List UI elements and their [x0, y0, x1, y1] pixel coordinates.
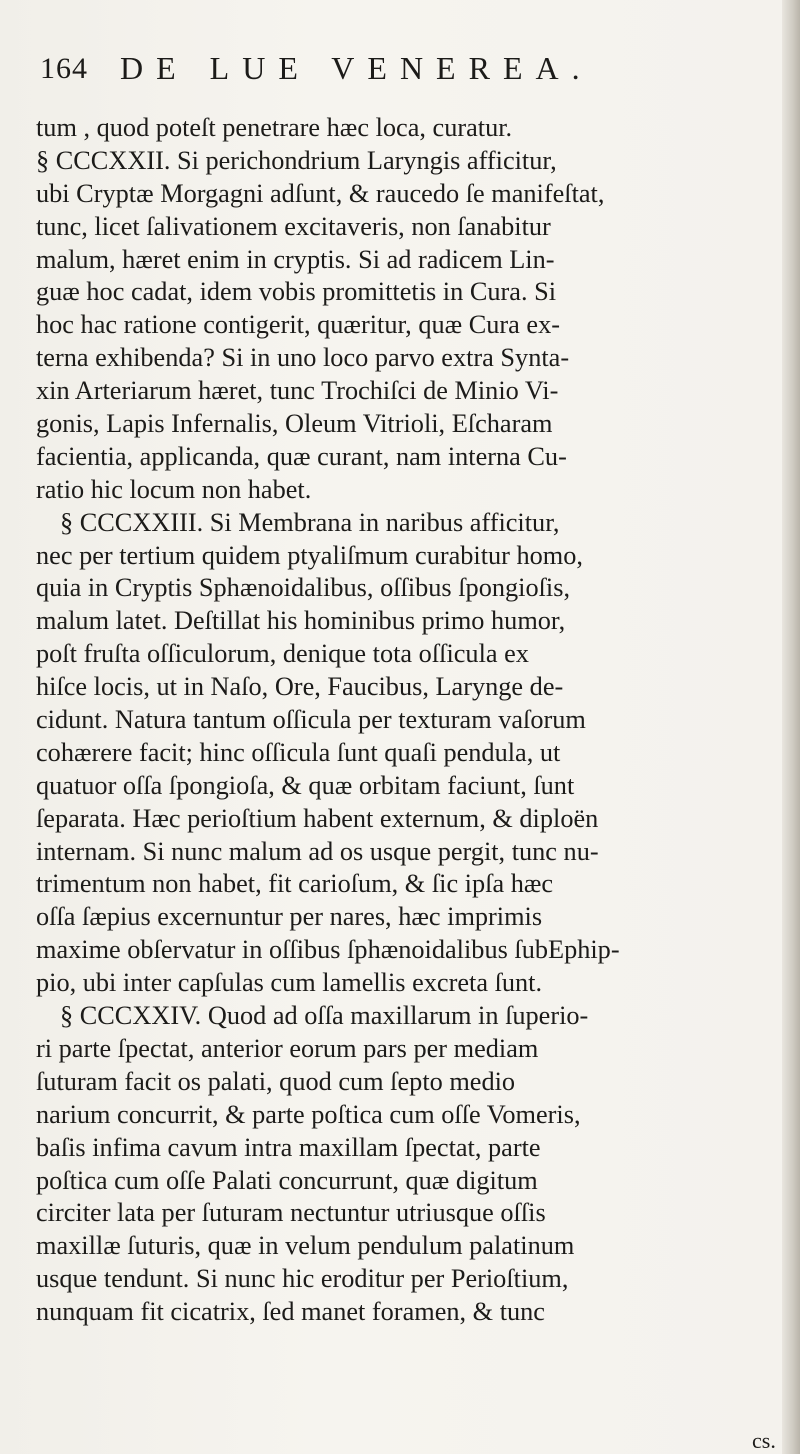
text-line: ri parte ſpectat, anterior eorum pars per mediam [36, 1033, 539, 1063]
text-line: trimentum non habet, fit carioſum, & ſic ipſa hæc [36, 869, 554, 899]
catchword: cs. [752, 1428, 776, 1453]
text-line: ubi Cryptæ Morgagni adſunt, & raucedo ſe manifeſtat, [36, 178, 605, 208]
text-line: malum, hæret enim in cryptis. Si ad radicem Lin- [36, 244, 555, 274]
text-line: tunc, licet ſalivationem excitaveris, non ſanabitur [36, 211, 551, 241]
page-header [40, 50, 730, 90]
text-line: ratio hic locum non habet. [36, 474, 312, 504]
text-line: § CCCXXIII. Si Membrana in naribus afficitur, [60, 507, 560, 537]
text-line: guæ hoc cadat, idem vobis promittetis in Cura. Si [36, 277, 557, 307]
text-line: facientia, applicanda, quæ curant, nam interna Cu- [36, 441, 567, 471]
text-line: quia in Cryptis Sphænoidalibus, oſſibus ſpongioſis, [36, 573, 571, 603]
text-line: ſuturam facit os palati, quod cum ſepto medio [36, 1066, 516, 1096]
text-line: maxime obſervatur in oſſibus ſphænoidalibus ſubEphip- [36, 935, 620, 965]
text-line: § CCCXXII. Si perichondrium Laryngis afficitur, [36, 145, 557, 175]
text-line: poſt fruſta oſſiculorum, denique tota oſſicula ex [36, 639, 529, 669]
text-line: quatuor oſſa ſpongioſa, & quæ orbitam faciunt, ſunt [36, 770, 575, 800]
text-line: internam. Si nunc malum ad os usque pergit, tunc nu- [36, 836, 599, 866]
text-line: hiſce locis, ut in Naſo, Ore, Faucibus, Larynge de- [36, 672, 564, 702]
text-line: nec per tertium quidem ptyaliſmum curabitur homo, [36, 540, 583, 570]
text-line: cohærere facit; hinc oſſicula ſunt quaſi pendula, ut [36, 737, 561, 767]
body-text [36, 112, 774, 1329]
text-line: tum , quod poteſt penetrare hæc loca, curatur. [36, 113, 513, 142]
text-line: baſis infima cavum intra maxillam ſpectat, parte [36, 1132, 541, 1162]
text-line: maxillæ ſuturis, quæ in velum pendulum palatinum [36, 1231, 575, 1261]
text-line: cidunt. Natura tantum oſſicula per texturam vaſorum [36, 705, 586, 735]
text-line: malum latet. Deſtillat his hominibus primo humor, [36, 606, 566, 636]
text-line: hoc hac ratione contigerit, quæritur, quæ Cura ex- [36, 310, 560, 340]
running-head: DE LUE VENEREA. [120, 50, 593, 86]
page-edge-shadow [782, 0, 800, 1454]
text-line: pio, ubi inter capſulas cum lamellis excreta ſunt. [36, 968, 543, 998]
text-line: xin Arteriarum hæret, tunc Trochiſci de Minio Vi- [36, 376, 559, 406]
text-line: terna exhibenda? Si in uno loco parvo extra Synta- [36, 343, 570, 373]
text-line: ſeparata. Hæc perioſtium habent externum, & diploën [36, 803, 599, 833]
text-line: narium concurrit, & parte poſtica cum oſſe Vomeris, [36, 1099, 581, 1129]
text-line: circiter lata per ſuturam nectuntur utriusque oſſis [36, 1198, 546, 1228]
text-line: nunquam fit cicatrix, ſed manet foramen, & tunc [36, 1297, 545, 1327]
text-line: poſtica cum oſſe Palati concurrunt, quæ digitum [36, 1165, 538, 1195]
text-line: usque tendunt. Si nunc hic eroditur per Perioſtium, [36, 1264, 569, 1294]
text-line: § CCCXXIV. Quod ad oſſa maxillarum in ſuperio- [60, 1001, 589, 1031]
page-number: 164 [40, 52, 88, 85]
text-line: gonis, Lapis Infernalis, Oleum Vitrioli, Eſcharam [36, 409, 553, 439]
text-line: oſſa ſæpius excernuntur per nares, hæc imprimis [36, 902, 543, 932]
